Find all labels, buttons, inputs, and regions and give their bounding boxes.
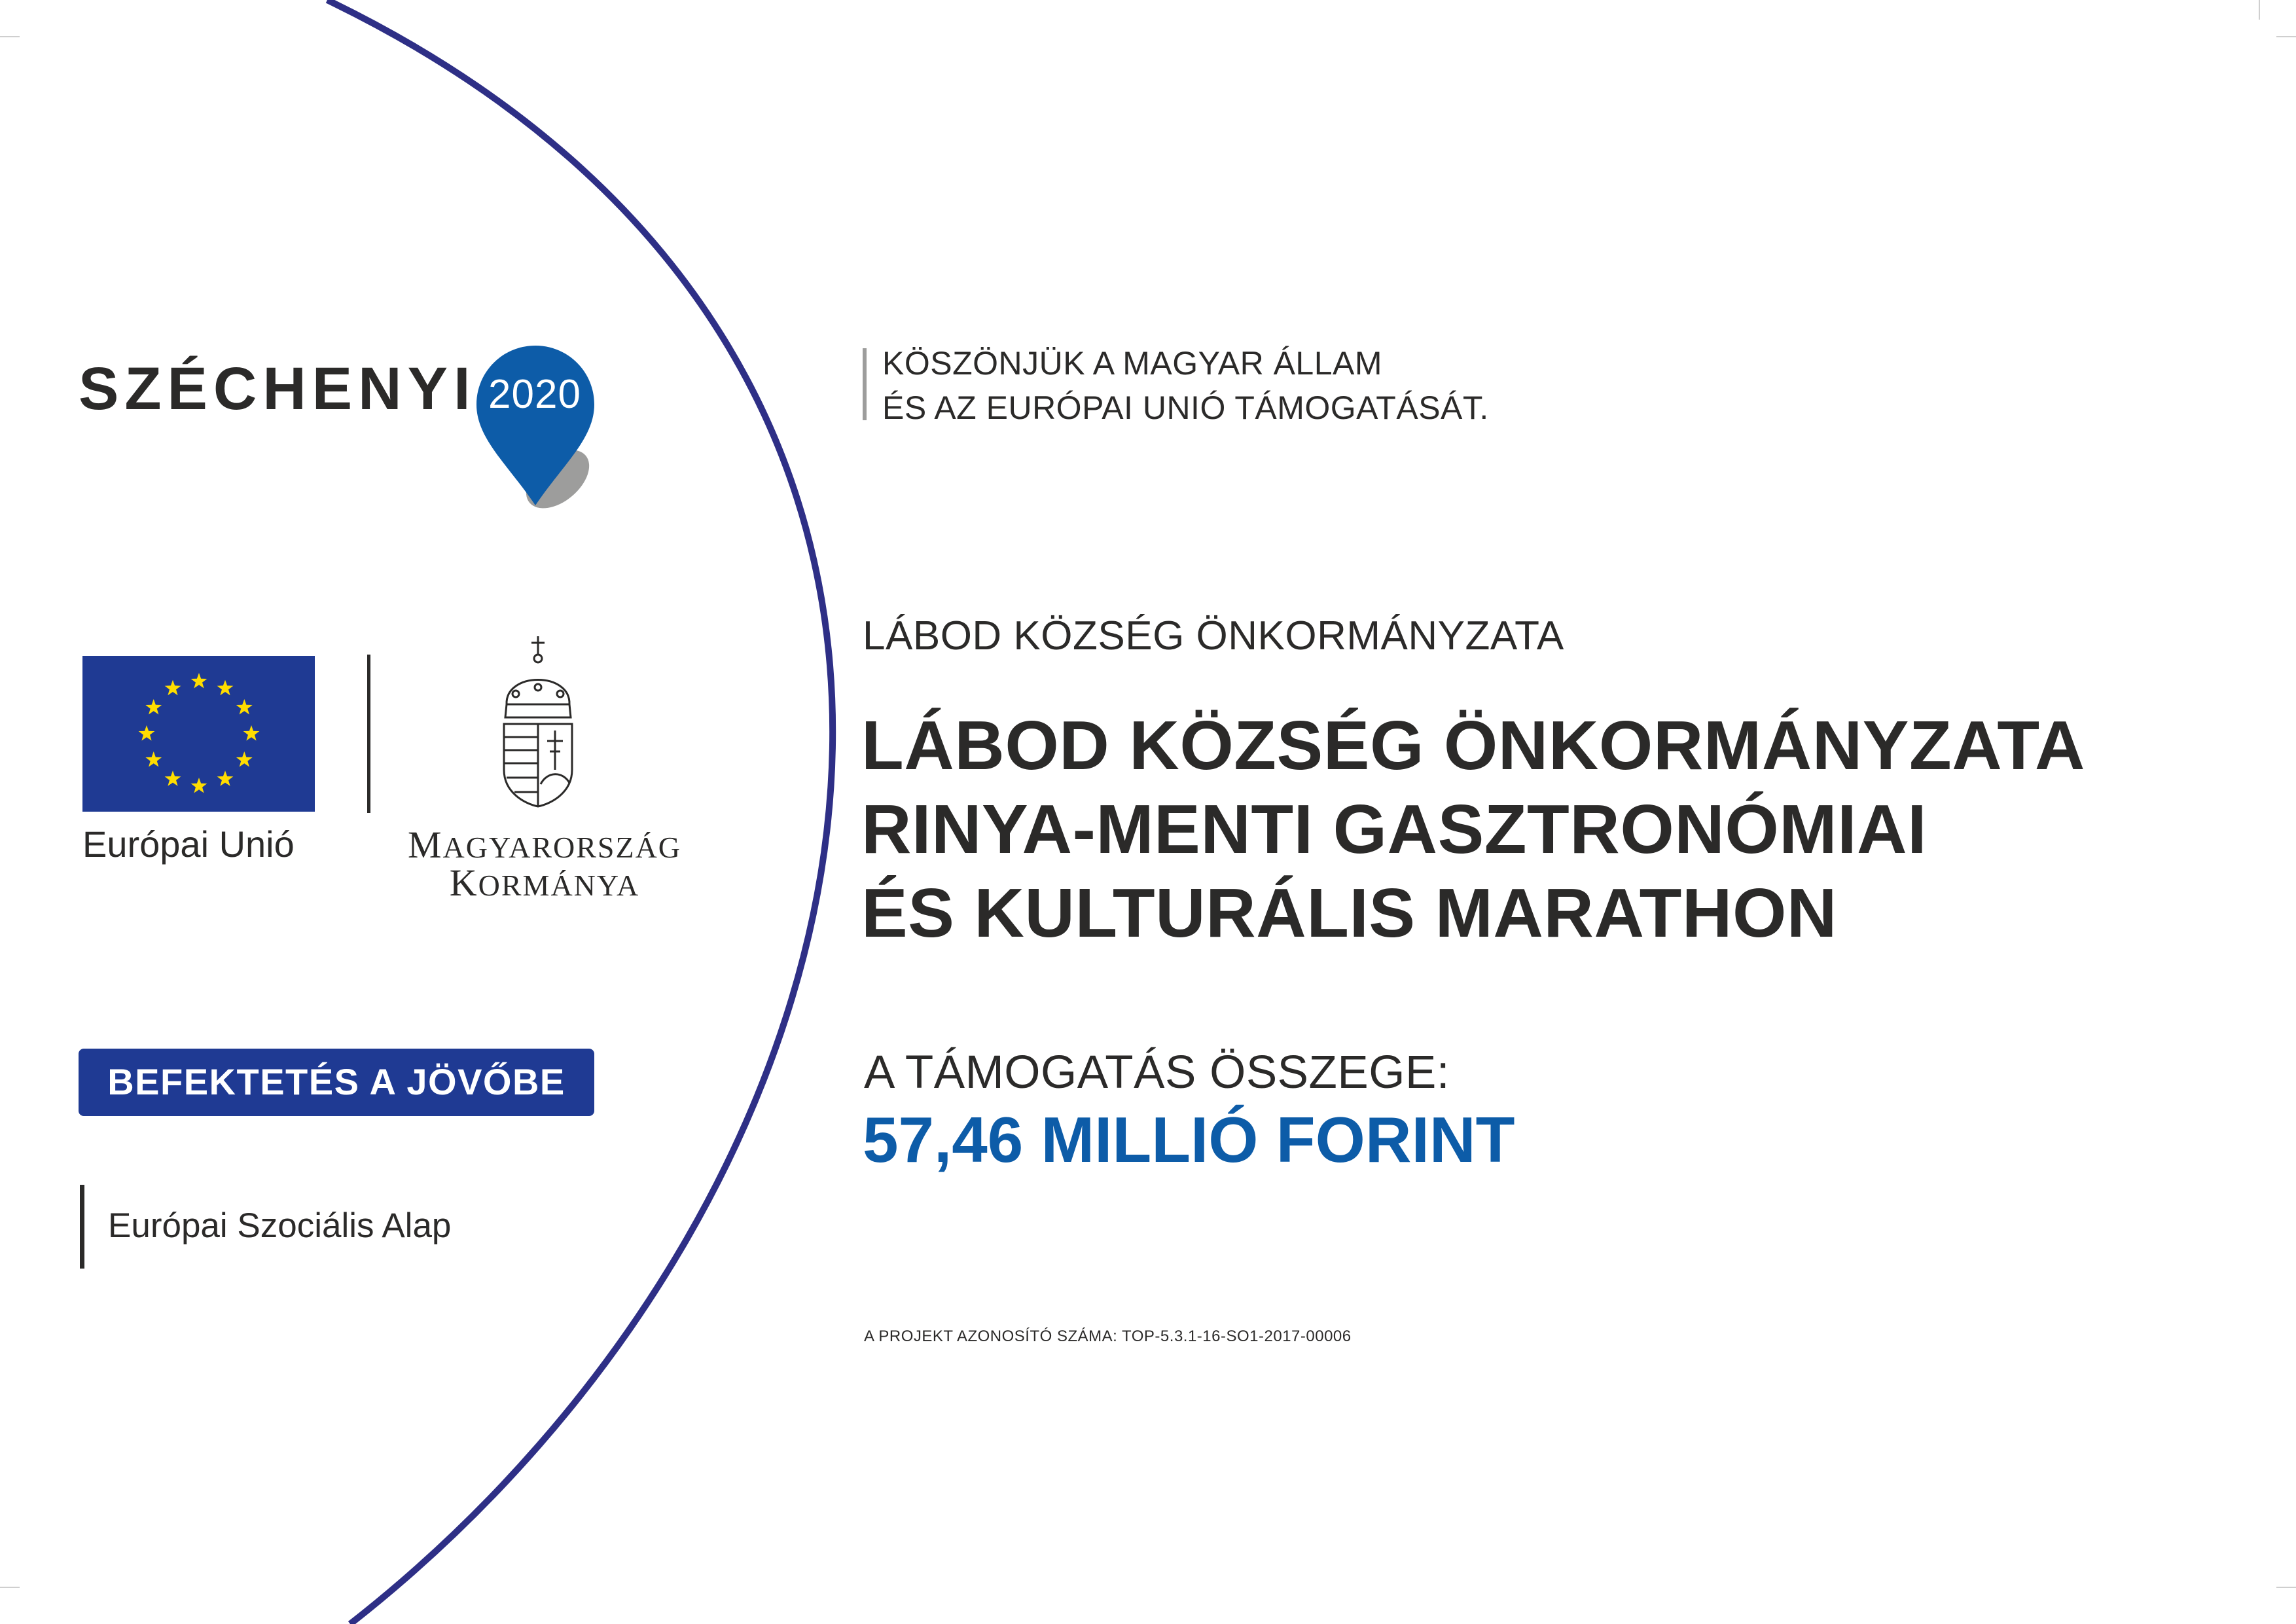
eu-star-icon [217, 770, 234, 786]
government-line-1: MAGYARORSZÁG [407, 823, 682, 866]
hungarian-coat-of-arms-icon [492, 632, 584, 809]
investment-badge-label: BEFEKTETÉS A JÖVŐBE [107, 1061, 565, 1102]
government-line-2: KORMÁNYA [449, 861, 640, 904]
eu-star-icon [165, 680, 181, 696]
fund-label: Európai Szociális Alap [108, 1206, 452, 1245]
eu-star-icon [139, 725, 155, 741]
eu-star-icon [236, 699, 253, 715]
eu-star-icon [217, 680, 234, 696]
project-title-line-3: ÉS KULTURÁLIS MARATHON [861, 875, 1837, 952]
eu-star-icon [191, 673, 207, 689]
eu-star-icon [236, 751, 253, 767]
eu-flag-icon [82, 656, 315, 812]
fund-divider [80, 1185, 84, 1269]
eu-star-icon [165, 770, 181, 786]
logo-divider [367, 655, 370, 813]
eu-star-icon [243, 725, 260, 741]
eu-star-icon [145, 699, 162, 715]
project-title-line-2: RINYA-MENTI GASZTRONÓMIAI [861, 791, 1928, 868]
project-title-line-1: LÁBOD KÖZSÉG ÖNKORMÁNYZATA [861, 707, 2085, 784]
logo-year: 2020 [488, 372, 581, 417]
thanks-divider [863, 348, 867, 420]
map-pin-icon [465, 334, 615, 517]
support-amount: 57,46 MILLIÓ FORINT [863, 1104, 1515, 1176]
eu-star-icon [191, 778, 207, 793]
szechenyi-wordmark: SZÉCHENYI [79, 355, 476, 422]
thanks-line-1: KÖSZÖNJÜK A MAGYAR ÁLLAM [882, 345, 1383, 382]
project-id: A PROJEKT AZONOSÍTÓ SZÁMA: TOP-5.3.1-16-SO1-2017-00006 [864, 1327, 1352, 1345]
thanks-line-2: ÉS AZ EURÓPAI UNIÓ TÁMOGATÁSÁT. [882, 389, 1489, 426]
beneficiary: LÁBOD KÖZSÉG ÖNKORMÁNYZATA [863, 613, 1564, 659]
eu-star-icon [145, 751, 162, 767]
eu-label: Európai Unió [82, 823, 295, 865]
support-label: A TÁMOGATÁS ÖSSZEGE: [864, 1047, 1450, 1098]
